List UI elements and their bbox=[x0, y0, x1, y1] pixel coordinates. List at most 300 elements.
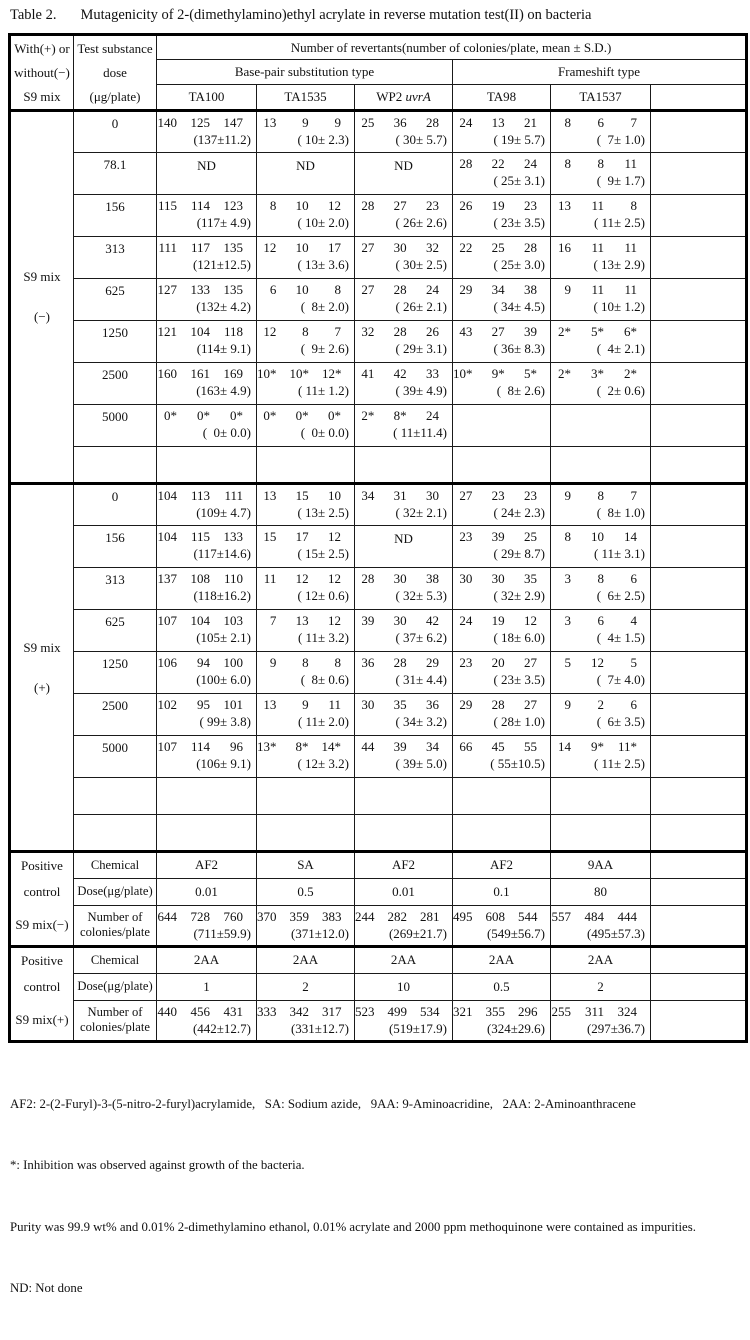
result-cell bbox=[551, 279, 651, 321]
colony-counts bbox=[157, 697, 256, 713]
colony-count: 27 bbox=[361, 240, 375, 255]
mean-sd: ( 8± 1.0) bbox=[596, 505, 645, 520]
colony-counts bbox=[257, 909, 354, 925]
colony-count: 12 bbox=[591, 655, 604, 670]
control-value: 0.01 bbox=[157, 878, 257, 905]
mean-sd: (711±59.9) bbox=[193, 925, 251, 941]
colony-counts bbox=[453, 366, 550, 382]
colony-count: 96 bbox=[230, 739, 243, 754]
s9-sign-label: (+) bbox=[34, 679, 50, 695]
colony-count: 0* bbox=[164, 408, 177, 423]
colony-count: 9 bbox=[334, 115, 341, 130]
colony-counts bbox=[157, 655, 256, 671]
colony-count: 28 bbox=[459, 156, 473, 171]
control-row-label bbox=[74, 973, 157, 1000]
result-cell bbox=[551, 568, 651, 610]
colony-count: 9 bbox=[302, 697, 309, 712]
colony-count: 13 bbox=[263, 115, 277, 130]
mean-sd: ( 24± 2.3) bbox=[493, 505, 545, 520]
colony-count: 23 bbox=[425, 198, 439, 213]
colony-count: 8 bbox=[269, 198, 277, 213]
colony-count: 359 bbox=[289, 908, 309, 924]
result-cell bbox=[157, 405, 257, 447]
colony-count: 28 bbox=[393, 282, 407, 297]
colony-count: 28 bbox=[393, 655, 407, 670]
colony-count: 10* bbox=[453, 366, 473, 381]
mean-sd: (100± 6.0) bbox=[196, 672, 251, 687]
empty-cell bbox=[355, 778, 453, 815]
colony-count: 36 bbox=[361, 655, 375, 670]
spare-cell bbox=[651, 778, 747, 815]
mean-sd: (121±12.5) bbox=[192, 257, 251, 272]
colony-count: 27 bbox=[523, 697, 537, 712]
dose-value: 0 bbox=[74, 111, 157, 153]
header-dose bbox=[74, 35, 157, 111]
colony-count: 8 bbox=[564, 115, 571, 130]
row-label-line: Chemical bbox=[90, 952, 140, 967]
row-label-line: Dose(μg/plate) bbox=[77, 883, 153, 898]
colony-count: 34 bbox=[491, 282, 505, 297]
colony-counts bbox=[355, 571, 452, 587]
colony-count: 324 bbox=[617, 1003, 637, 1019]
colony-counts bbox=[453, 697, 550, 713]
colony-count: 39 bbox=[393, 739, 407, 754]
control-value: AF2 bbox=[157, 852, 257, 879]
result-cell bbox=[551, 610, 651, 652]
colony-count: 523 bbox=[355, 1003, 375, 1019]
colony-count: 35 bbox=[523, 571, 537, 586]
table-row bbox=[10, 195, 747, 237]
colony-count: 125 bbox=[190, 115, 210, 130]
colony-count: 6 bbox=[269, 282, 277, 297]
empty-cell bbox=[453, 447, 551, 484]
empty-cell bbox=[157, 778, 257, 815]
dose-value: 625 bbox=[74, 279, 157, 321]
mean-sd: ( 13± 3.6) bbox=[297, 257, 349, 272]
colony-count: 9 bbox=[302, 115, 309, 130]
colony-count: 34 bbox=[361, 488, 375, 503]
control-row-label bbox=[74, 905, 157, 946]
mean-sd: (331±12.7) bbox=[290, 1020, 349, 1036]
colony-count: 0* bbox=[230, 408, 243, 423]
colony-count: 103 bbox=[223, 613, 243, 628]
result-cell bbox=[257, 736, 355, 778]
colony-count: 0* bbox=[197, 408, 210, 423]
pc-label-line: control bbox=[23, 884, 61, 899]
colony-count: 104 bbox=[190, 613, 210, 628]
footnote-nd: ND: Not done bbox=[10, 1281, 83, 1296]
colony-count: 38 bbox=[425, 571, 439, 586]
colony-count: 3 bbox=[564, 613, 571, 628]
colony-count: 499 bbox=[387, 1003, 407, 1019]
table-row bbox=[10, 652, 747, 694]
control-value: 0.01 bbox=[355, 878, 453, 905]
table-row bbox=[10, 947, 747, 974]
colony-count: 12 bbox=[523, 613, 537, 628]
colony-count: 111 bbox=[224, 488, 243, 503]
colony-count: 66 bbox=[459, 739, 473, 754]
spare-cell bbox=[651, 736, 747, 778]
empty-cell bbox=[453, 778, 551, 815]
mean-sd: ( 13± 2.5) bbox=[297, 505, 349, 520]
colony-count: 169 bbox=[223, 366, 243, 381]
colony-count: 121 bbox=[157, 324, 177, 339]
colony-count: 22 bbox=[491, 156, 505, 171]
result-cell bbox=[453, 484, 551, 526]
colony-count: 94 bbox=[197, 655, 210, 670]
empty-cell bbox=[355, 447, 453, 484]
table-row bbox=[10, 484, 747, 526]
colony-count: 8 bbox=[334, 655, 341, 670]
control-value: 0.5 bbox=[453, 973, 551, 1000]
result-cell bbox=[157, 694, 257, 736]
colony-counts bbox=[453, 1004, 550, 1020]
dose-value bbox=[74, 778, 157, 815]
colony-counts bbox=[257, 115, 354, 131]
mean-sd: ( 7± 1.0) bbox=[596, 132, 645, 147]
colony-counts bbox=[453, 571, 550, 587]
colony-counts bbox=[257, 488, 354, 504]
footnote-abbreviations: AF2: 2-(2-Furyl)-3-(5-nitro-2-furyl)acrylamide, SA: Sodium azide, 9AA: 9-Aminoacridine, 2AA: 2-Aminoanthracene bbox=[10, 1096, 636, 1111]
colony-count: 22 bbox=[459, 240, 473, 255]
control-value: 2AA bbox=[453, 947, 551, 974]
colony-counts bbox=[551, 529, 650, 545]
colony-count: 25 bbox=[523, 529, 537, 544]
row-label-line: Dose(μg/plate) bbox=[77, 978, 153, 993]
dose-value: 156 bbox=[74, 195, 157, 237]
colony-count: 317 bbox=[322, 1003, 342, 1019]
mean-sd: ( 29± 3.1) bbox=[395, 341, 447, 356]
colony-count: 11 bbox=[624, 156, 637, 171]
colony-count: 39 bbox=[361, 613, 375, 628]
result-cell bbox=[355, 905, 453, 946]
mean-sd: ( 11± 3.2) bbox=[297, 630, 349, 645]
result-cell bbox=[355, 279, 453, 321]
colony-count: 9* bbox=[491, 366, 505, 381]
result-cell bbox=[257, 568, 355, 610]
mean-sd: (442±12.7) bbox=[192, 1020, 251, 1036]
colony-count: 39 bbox=[491, 529, 505, 544]
header-s9-line: without(−) bbox=[14, 64, 70, 80]
colony-count: 9 bbox=[564, 488, 571, 503]
colony-count: 133 bbox=[223, 529, 243, 544]
mean-sd: ( 10± 1.2) bbox=[593, 299, 645, 314]
colony-count: 321 bbox=[453, 1003, 473, 1019]
dose-value: 313 bbox=[74, 237, 157, 279]
colony-counts bbox=[355, 115, 452, 131]
colony-counts bbox=[355, 488, 452, 504]
colony-count: 8 bbox=[564, 156, 571, 171]
colony-count: 281 bbox=[420, 908, 440, 924]
colony-count: 140 bbox=[157, 115, 177, 130]
result-cell bbox=[157, 652, 257, 694]
result-cell bbox=[257, 484, 355, 526]
dose-value: 2500 bbox=[74, 363, 157, 405]
colony-count: 12 bbox=[327, 198, 341, 213]
header-strain-ta1537: TA1537 bbox=[551, 85, 651, 111]
empty-cell bbox=[257, 447, 355, 484]
colony-count: 44 bbox=[361, 739, 375, 754]
result-cell bbox=[453, 363, 551, 405]
colony-count: 24 bbox=[523, 156, 537, 171]
colony-count: 110 bbox=[223, 571, 243, 586]
colony-count: 282 bbox=[387, 908, 407, 924]
result-cell bbox=[157, 279, 257, 321]
colony-count: 28 bbox=[361, 198, 375, 213]
colony-counts bbox=[257, 613, 354, 629]
colony-counts bbox=[355, 366, 452, 382]
colony-counts bbox=[551, 366, 650, 382]
colony-count: 137 bbox=[157, 571, 177, 586]
colony-counts bbox=[257, 1004, 354, 1020]
pc-label-line: S9 mix(+) bbox=[15, 1012, 69, 1027]
colony-count: 34 bbox=[425, 739, 439, 754]
colony-count: 8* bbox=[295, 739, 309, 754]
colony-counts bbox=[157, 324, 256, 340]
mean-sd: ( 4± 1.5) bbox=[596, 630, 645, 645]
mean-sd: ( 37± 6.2) bbox=[395, 630, 447, 645]
colony-count: 0* bbox=[263, 408, 277, 423]
mean-sd: ( 28± 1.0) bbox=[493, 714, 545, 729]
colony-count: 7 bbox=[630, 115, 637, 130]
table-number: Table 2. bbox=[10, 7, 57, 23]
spare-cell bbox=[651, 652, 747, 694]
colony-counts bbox=[355, 655, 452, 671]
header-dose-line: (μg/plate) bbox=[89, 88, 141, 104]
result-cell bbox=[355, 237, 453, 279]
colony-count: 28 bbox=[393, 324, 407, 339]
colony-count: 23 bbox=[491, 488, 505, 503]
colony-counts bbox=[257, 697, 354, 713]
colony-count: 106 bbox=[157, 655, 177, 670]
colony-count: 28 bbox=[425, 115, 439, 130]
colony-count: 118 bbox=[223, 324, 243, 339]
colony-count: 24 bbox=[459, 613, 473, 628]
spare-cell bbox=[651, 484, 747, 526]
colony-count: 355 bbox=[485, 1003, 505, 1019]
mean-sd: ( 23± 3.5) bbox=[493, 672, 545, 687]
colony-counts bbox=[257, 198, 354, 214]
colony-count: 11* bbox=[617, 739, 637, 754]
control-value: 2AA bbox=[157, 947, 257, 974]
colony-count: 24 bbox=[425, 408, 439, 423]
mean-sd: (114± 9.1) bbox=[196, 341, 251, 356]
colony-count: 29 bbox=[459, 282, 473, 297]
colony-count: 123 bbox=[223, 198, 243, 213]
spare-cell bbox=[651, 947, 747, 974]
spare-cell bbox=[651, 405, 747, 447]
colony-count: 9 bbox=[269, 655, 277, 670]
colony-counts bbox=[355, 739, 452, 755]
colony-count: 8 bbox=[597, 156, 604, 171]
result-cell bbox=[157, 736, 257, 778]
dose-value: 156 bbox=[74, 526, 157, 568]
colony-count: 333 bbox=[257, 1003, 277, 1019]
table-row bbox=[10, 363, 747, 405]
mean-sd: ( 26± 2.6) bbox=[395, 215, 447, 230]
table-row bbox=[10, 321, 747, 363]
mean-sd: ( 25± 3.1) bbox=[493, 173, 545, 188]
colony-count: 6 bbox=[630, 571, 637, 586]
colony-counts bbox=[257, 282, 354, 298]
colony-count: 12 bbox=[327, 571, 341, 586]
mean-sd: ( 11± 2.0) bbox=[297, 714, 349, 729]
colony-count: 456 bbox=[190, 1003, 210, 1019]
mean-sd: ( 32± 2.1) bbox=[395, 505, 447, 520]
colony-count: 6* bbox=[624, 324, 637, 339]
positive-control-label bbox=[10, 947, 74, 1042]
result-cell bbox=[453, 526, 551, 568]
result-cell bbox=[453, 321, 551, 363]
colony-count: 24 bbox=[425, 282, 439, 297]
mean-sd: (106± 9.1) bbox=[196, 756, 251, 771]
colony-count: 10 bbox=[295, 240, 309, 255]
colony-count: 133 bbox=[190, 282, 210, 297]
colony-count: 13 bbox=[263, 488, 277, 503]
result-cell bbox=[257, 321, 355, 363]
colony-count: 29 bbox=[459, 697, 473, 712]
colony-counts bbox=[355, 697, 452, 713]
result-cell bbox=[257, 1000, 355, 1041]
colony-count: 13 bbox=[263, 697, 277, 712]
colony-count: 36 bbox=[393, 115, 407, 130]
colony-count: 5* bbox=[524, 366, 537, 381]
colony-count: 31 bbox=[393, 488, 407, 503]
control-value: 2AA bbox=[551, 947, 651, 974]
colony-counts bbox=[157, 529, 256, 545]
colony-count: 8 bbox=[302, 655, 309, 670]
mean-sd: (117± 4.9) bbox=[196, 215, 251, 230]
colony-counts bbox=[551, 198, 650, 214]
pc-label-line: S9 mix(−) bbox=[15, 917, 69, 932]
colony-counts bbox=[355, 240, 452, 256]
result-cell bbox=[257, 279, 355, 321]
mean-sd: (549±56.7) bbox=[486, 925, 545, 941]
colony-count: 160 bbox=[157, 366, 177, 381]
mean-sd: ( 32± 2.9) bbox=[493, 588, 545, 603]
colony-count: 117 bbox=[190, 240, 210, 255]
mean-sd: ( 18± 6.0) bbox=[493, 630, 545, 645]
result-cell bbox=[157, 610, 257, 652]
mean-sd: ( 36± 8.3) bbox=[493, 341, 545, 356]
colony-counts bbox=[157, 198, 256, 214]
colony-count: 9 bbox=[564, 697, 571, 712]
mean-sd: ( 15± 2.5) bbox=[297, 546, 349, 561]
colony-counts bbox=[453, 282, 550, 298]
colony-count: 30 bbox=[361, 697, 375, 712]
result-cell bbox=[157, 1000, 257, 1041]
result-cell bbox=[355, 1000, 453, 1041]
result-cell bbox=[551, 736, 651, 778]
result-cell bbox=[355, 652, 453, 694]
colony-count: 19 bbox=[491, 198, 505, 213]
control-value: 0.5 bbox=[257, 878, 355, 905]
colony-count: 104 bbox=[157, 529, 177, 544]
colony-counts bbox=[551, 115, 650, 131]
spare-cell bbox=[651, 111, 747, 153]
mean-sd: ( 26± 2.1) bbox=[395, 299, 447, 314]
mean-sd: ( 31± 4.4) bbox=[395, 672, 447, 687]
colony-count: 11 bbox=[591, 198, 604, 213]
colony-count: 383 bbox=[322, 908, 342, 924]
result-cell bbox=[157, 111, 257, 153]
mean-sd: ( 30± 2.5) bbox=[395, 257, 447, 272]
colony-count: 11 bbox=[263, 571, 277, 586]
colony-counts bbox=[157, 909, 256, 925]
empty-cell bbox=[551, 815, 651, 852]
colony-count: 3* bbox=[591, 366, 604, 381]
colony-counts bbox=[355, 282, 452, 298]
mean-sd: (163± 4.9) bbox=[196, 383, 251, 398]
colony-count: 104 bbox=[190, 324, 210, 339]
mean-sd: ( 29± 8.7) bbox=[493, 546, 545, 561]
colony-count: 107 bbox=[157, 613, 177, 628]
header-strain-empty bbox=[651, 85, 747, 111]
colony-counts bbox=[257, 240, 354, 256]
table-row bbox=[10, 447, 747, 484]
control-value: 1 bbox=[157, 973, 257, 1000]
s9-mix-label: S9 mix bbox=[23, 639, 61, 655]
control-value: 2AA bbox=[355, 947, 453, 974]
positive-control-label bbox=[10, 852, 74, 947]
colony-count: 25 bbox=[491, 240, 505, 255]
dose-value bbox=[74, 447, 157, 484]
table-row bbox=[10, 111, 747, 153]
dose-value: 0 bbox=[74, 484, 157, 526]
result-cell bbox=[157, 195, 257, 237]
dose-value: 5000 bbox=[74, 405, 157, 447]
colony-count: 608 bbox=[485, 908, 505, 924]
colony-count: 0* bbox=[327, 408, 341, 423]
pc-label-line: Positive bbox=[21, 953, 63, 968]
colony-counts bbox=[157, 408, 256, 424]
result-cell bbox=[551, 652, 651, 694]
colony-counts bbox=[551, 613, 650, 629]
colony-counts bbox=[551, 571, 650, 587]
mean-sd: (109± 4.7) bbox=[196, 505, 251, 520]
result-cell bbox=[453, 111, 551, 153]
mean-sd: (324±29.6) bbox=[486, 1020, 545, 1036]
strain-wp2-italic: uvrA bbox=[405, 89, 431, 104]
colony-count: 100 bbox=[223, 655, 243, 670]
colony-count: 12 bbox=[327, 529, 341, 544]
header-s9-line: With(+) or bbox=[14, 40, 70, 56]
colony-count: 14* bbox=[321, 739, 341, 754]
result-cell bbox=[157, 237, 257, 279]
colony-count: 7 bbox=[630, 488, 637, 503]
pc-label-line: control bbox=[23, 979, 61, 994]
colony-count: 10* bbox=[257, 366, 277, 381]
spare-cell bbox=[651, 447, 747, 484]
control-row-label bbox=[74, 1000, 157, 1041]
colony-count: 544 bbox=[518, 908, 538, 924]
colony-count: 4 bbox=[630, 613, 637, 628]
result-cell bbox=[551, 694, 651, 736]
header-strain-ta100: TA100 bbox=[157, 85, 257, 111]
colony-count: 557 bbox=[551, 908, 571, 924]
colony-count: 33 bbox=[425, 366, 439, 381]
mean-sd: ( 11± 2.5) bbox=[593, 215, 645, 230]
mean-sd: ( 6± 3.5) bbox=[596, 714, 645, 729]
colony-count: 30 bbox=[425, 488, 439, 503]
result-cell bbox=[551, 321, 651, 363]
result-cell bbox=[257, 111, 355, 153]
colony-count: 10 bbox=[591, 529, 604, 544]
mean-sd: (519±17.9) bbox=[388, 1020, 447, 1036]
colony-count: 30 bbox=[393, 240, 407, 255]
control-value: 2AA bbox=[257, 947, 355, 974]
colony-counts bbox=[355, 1004, 452, 1020]
